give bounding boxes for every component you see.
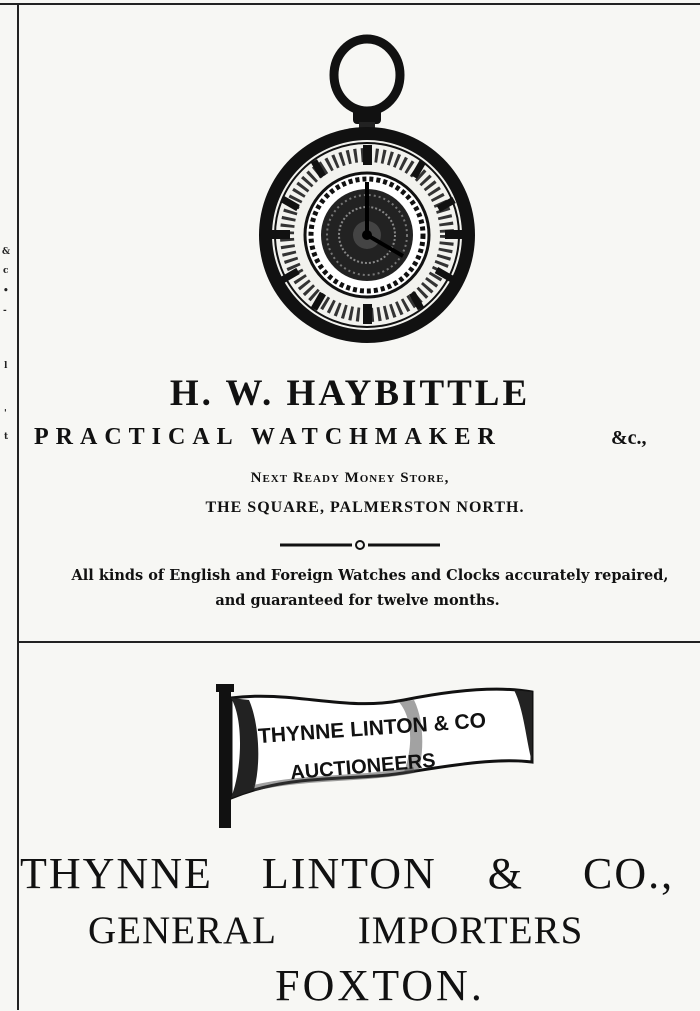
margin-fragment: t [4, 432, 9, 442]
margin-fragment: ' [4, 409, 7, 419]
company-name [20, 848, 700, 899]
margin-fragment: l [4, 361, 8, 371]
margin-fragment: - [3, 306, 7, 316]
business-location: FOXTON. [275, 961, 485, 1010]
description-line-1: All kinds of English and Foreign Watches and Clocks accurately repaired, [71, 567, 669, 584]
company-name-part: CO., [583, 849, 675, 898]
flag-icon [214, 680, 539, 830]
description-line-2: and guaranteed for twelve months. [215, 592, 500, 609]
pocket-watch-icon [245, 30, 485, 355]
margin-fragment: & [2, 247, 11, 257]
business-description-part: IMPORTERS [357, 909, 584, 952]
flag-line-1: THYNNE LINTON & CO [257, 709, 487, 749]
company-name-part: & [487, 849, 525, 898]
business-description-part: GENERAL [88, 909, 277, 952]
address-line-2: THE SQUARE, PALMERSTON NORTH. [205, 499, 525, 516]
top-border-rule [0, 3, 700, 5]
trade-heading: PRACTICAL WATCHMAKER [34, 424, 502, 450]
trade-etc: &c., [611, 427, 647, 449]
address-line-1: Next Ready Money Store, [250, 470, 450, 486]
margin-fragment: c [3, 266, 9, 276]
business-description [88, 908, 700, 953]
company-name-part: LINTON [261, 849, 437, 898]
advertisement-divider [19, 641, 700, 643]
company-name-part: THYNNE [20, 849, 213, 898]
advertiser-name: H. W. HAYBITTLE [169, 373, 531, 414]
flag-line-2: AUCTIONEERS [289, 749, 437, 785]
margin-fragment: • [3, 286, 9, 296]
ornamental-divider [280, 538, 440, 552]
